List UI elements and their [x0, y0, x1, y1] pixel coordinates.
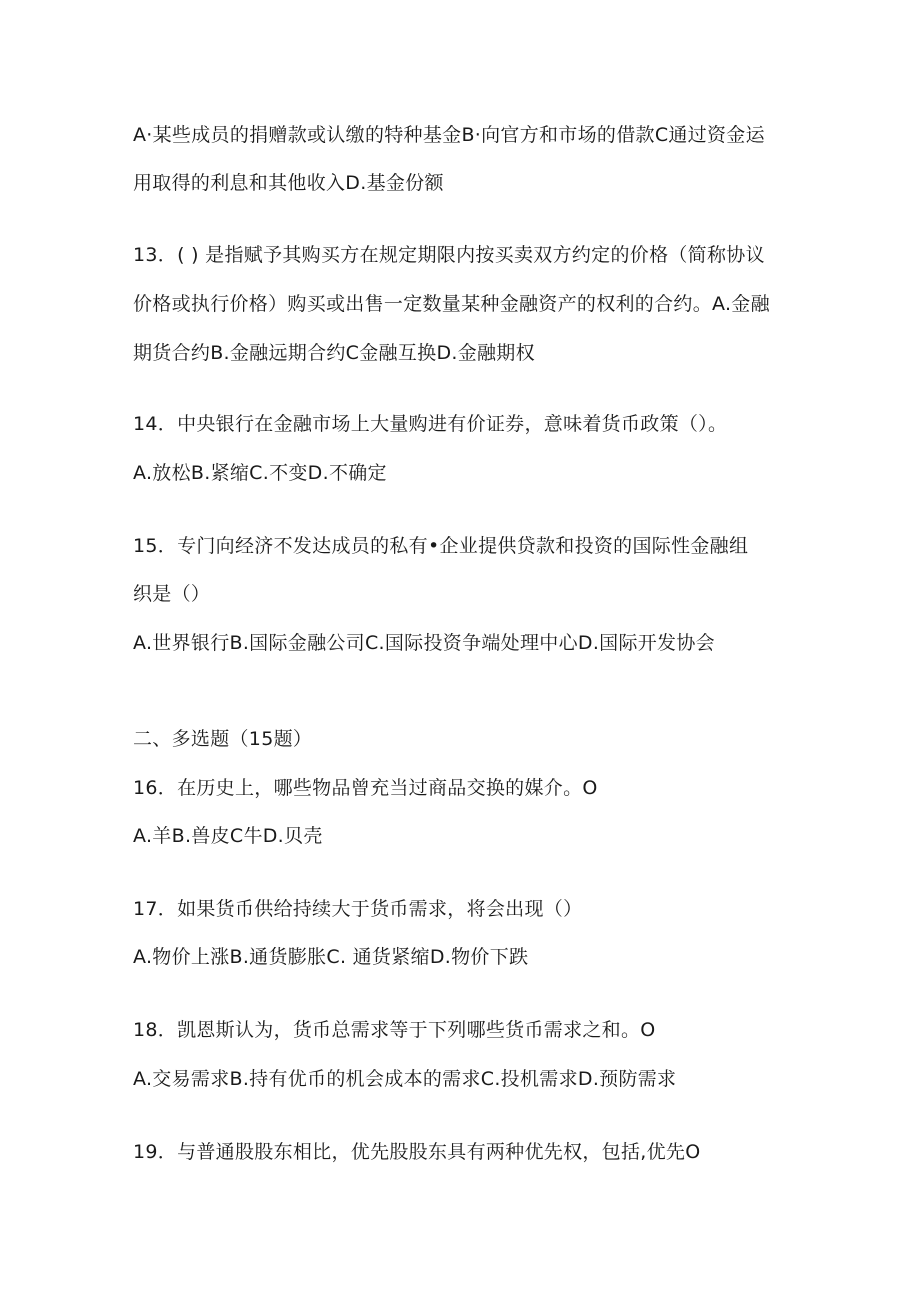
q18-options: A.交易需求B.持有优币的机会成本的需求C.投机需求D.预防需求 — [133, 1068, 677, 1090]
q14-options: A.放松B.紧缩C.不变D.不确定 — [133, 462, 387, 484]
q13-stem-line-2: 价格或执行价格）购买或出售一定数量某种金融资产的权利的合约。A.金融 — [133, 293, 770, 315]
q16-options: A.羊B.兽皮C牛D.贝壳 — [133, 825, 323, 847]
q16-stem: 16．在历史上，哪些物品曾充当过商品交换的媒介。O — [133, 777, 598, 799]
q13-options: 期货合约B.金融远期合约C金融互换D.金融期权 — [133, 342, 535, 364]
q12-options-line-1: A·某些成员的捐赠款或认缴的特种基金B·向官方和市场的借款C通过资金运 — [133, 124, 765, 146]
q17-options: A.物价上涨B.通货膨胀C. 通货紧缩D.物价下跌 — [133, 946, 529, 968]
q15-stem-line-2: 织是（） — [133, 583, 211, 605]
q13-stem-line-1: 13．( ) 是指赋予其购买方在规定期限内按买卖双方约定的价格（简称协议 — [133, 244, 765, 266]
q15-stem-line-1: 15．专门向经济不发达成员的私有•企业提供贷款和投资的国际性金融组 — [133, 535, 749, 557]
q12-options-line-2: 用取得的利息和其他收入D.基金份额 — [133, 172, 444, 194]
q17-stem: 17．如果货币供给持续大于货币需求，将会出现（） — [133, 898, 583, 920]
q15-options: A.世界银行B.国际金融公司C.国际投资争端处理中心D.国际开发协会 — [133, 632, 715, 654]
q18-stem: 18．凯恩斯认为，货币总需求等于下列哪些货币需求之和。O — [133, 1019, 656, 1041]
q14-stem: 14．中央银行在金融市场上大量购进有价证券，意味着货币政策（）。 — [133, 413, 728, 435]
section-heading-multiple-choice: 二、多选题（15题） — [133, 728, 313, 750]
q19-stem: 19．与普通股股东相比，优先股股东具有两种优先权，包括,优先O — [133, 1141, 701, 1163]
